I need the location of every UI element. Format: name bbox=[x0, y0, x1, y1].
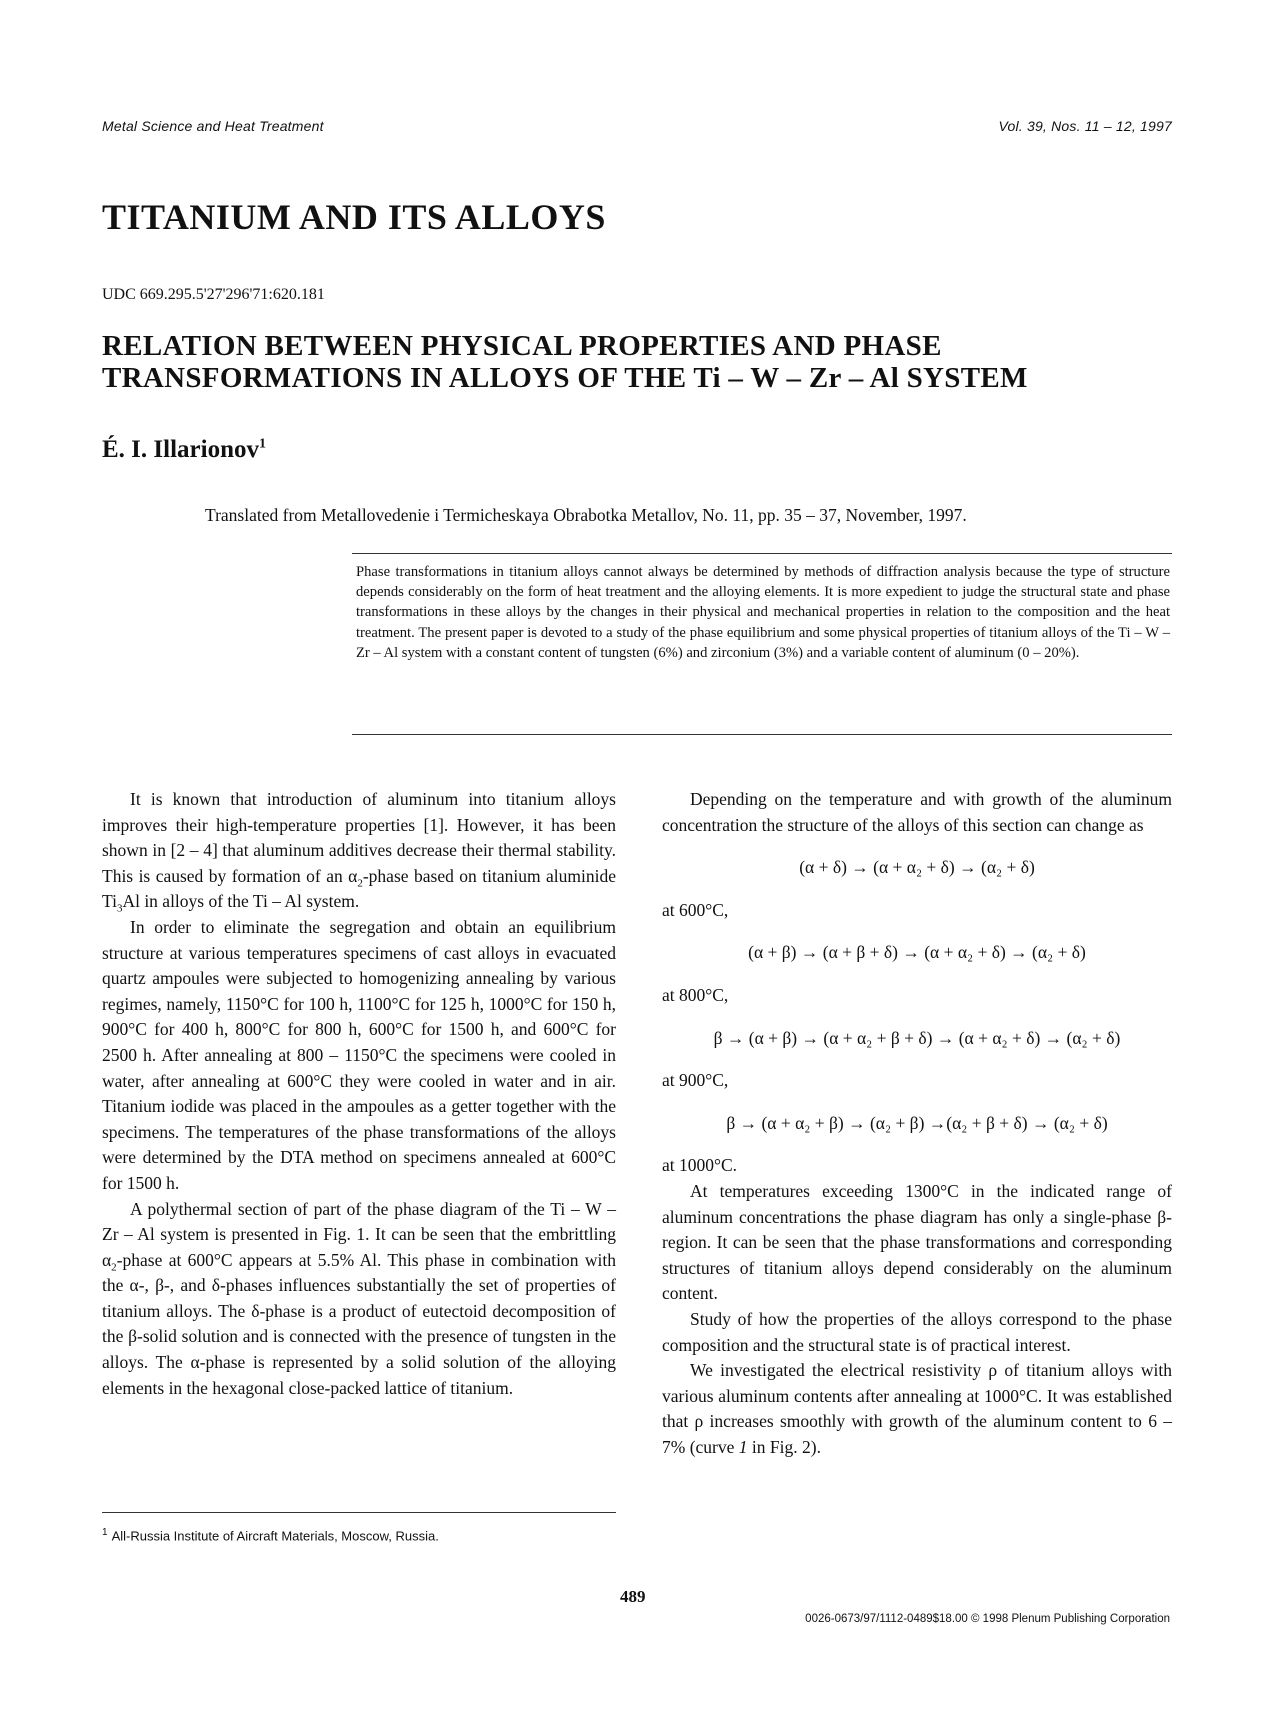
equation-1: (α + δ) → (α + α₂ + δ) → (α₂ + δ) bbox=[799, 857, 1035, 878]
left-column bbox=[102, 787, 616, 1401]
text-run: It is known that introduction of aluminum into titanium alloys improves their high-temperature properties [1]. However, it has been shown in [2 – 4] that aluminum additives decrease their thermal stability. This is caused by formation of an α bbox=[102, 789, 616, 886]
equation-1-label: at 600°C, bbox=[662, 899, 729, 920]
text-run: -phase at 600°C appears at 5.5% Al. This phase in combination with the α-, β-, and δ-phases influences substantially the set of properties of titanium alloys. The δ-phase is a product of eutectoid decomposition of the β-solid solution and is connected with the presence of tungsten in the alloys. The α-phase is represented by a solid solution of the alloying elements in the hexagonal close-packed lattice of titanium. bbox=[102, 1249, 616, 1398]
right-paragraph-2: At temperatures exceeding 1300°C in the indicated range of aluminum concentrations the phase diagram has only a single-phase β-region. It can be seen that the phase transformations and corresponding structures of titanium alloys depend considerably on the aluminum content. bbox=[662, 1180, 1172, 1304]
subscript: 2 bbox=[357, 877, 363, 890]
volume-info: Vol. 39, Nos. 11 – 12, 1997 bbox=[998, 118, 1172, 134]
paper-title-line-1: RELATION BETWEEN PHYSICAL PROPERTIES AND PHASE bbox=[102, 330, 942, 362]
equation-3: β → (α + β) → (α + α₂ + β + δ) → (α + α₂ + δ) → (α₂ + δ) bbox=[713, 1027, 1121, 1048]
author-name: É. I. Illarionov bbox=[102, 436, 259, 463]
section-title: TITANIUM AND ITS ALLOYS bbox=[102, 197, 606, 237]
subscript: 3 bbox=[116, 902, 123, 915]
abstract: Phase transformations in titanium alloys cannot always be determined by methods of diffraction analysis because the type of structure depends considerably on the form of heat treatment and the alloying elements. It is more expedient to judge the structural state and phase transformations in these alloys by the changes in their physical and mechanical properties in relation to the composition and the heat treatment. The present paper is devoted to a study of the phase equilibrium and some physical properties of titanium alloys of the Ti – W – Zr – Al system with a constant content of tungsten (6%) and zirconium (3%) and a variable content of aluminum (0 – 20%). bbox=[356, 564, 1170, 661]
right-paragraph-3: Study of how the properties of the alloys correspond to the phase composition and the structural state is of practical interest. bbox=[662, 1308, 1172, 1355]
paper-title-line-2: TRANSFORMATIONS IN ALLOYS OF THE Ti – W – Zr – Al SYSTEM bbox=[102, 362, 1028, 394]
abstract-top-rule bbox=[352, 553, 1172, 554]
equation-3-label: at 900°C, bbox=[662, 1070, 729, 1091]
abstract-bottom-rule bbox=[352, 734, 1172, 735]
right-paragraph-1: Depending on the temperature and with growth of the aluminum concentration the structure of the alloys of this section can change as bbox=[662, 789, 1172, 835]
translation-note: Translated from Metallovedenie i Termicheskaya Obrabotka Metallov, No. 11, pp. 35 – 37, November, 1997. bbox=[205, 505, 967, 525]
udc-code: UDC 669.295.5'27'296'71:620.181 bbox=[102, 286, 325, 303]
journal-name: Metal Science and Heat Treatment bbox=[102, 118, 324, 134]
footnote-mark: 1 bbox=[102, 1527, 108, 1538]
curve-number: 1 bbox=[738, 1436, 748, 1457]
paper-title bbox=[102, 330, 1102, 394]
author-footnote-mark: 1 bbox=[258, 436, 266, 452]
right-column bbox=[662, 787, 1172, 1460]
left-paragraph-2: In order to eliminate the segregation and obtain an equilibrium structure at various temperatures specimens of cast alloys in evacuated quartz ampoules were subjected to homogenizing annealing by various regimes, namely, 1150°C for 100 h, 1100°C for 125 h, 1000°C for 150 h, 900°C for 400 h, 800°C for 800 h, 600°C for 1500 h, and 600°C for 2500 h. After annealing at 800 – 1150°C the specimens were cooled in water, after annealing at 600°C they were cooled in water and in air. Titanium iodide was placed in the ampoules as a getter together with the specimens. The temperatures of the phase transformations of the alloys were determined by the DTA method on specimens annealed at 600°C for 1500 h. bbox=[102, 916, 616, 1193]
text-run: We investigated the electrical resistivity ρ of titanium alloys with various aluminum contents after annealing at 1000°C. It was established that ρ increases smoothly with growth of the aluminum content to 6 – 7% (curve bbox=[662, 1360, 1172, 1457]
equation-2-label: at 800°C, bbox=[662, 984, 729, 1005]
equation-4: β → (α + α₂ + β) → (α₂ + β) →(α₂ + β + δ) → (α₂ + δ) bbox=[726, 1112, 1108, 1133]
text-run: A polythermal section of part of the phase diagram of the Ti – W – Zr – Al system is presented in Fig. 1. It can be seen that the embrittling α bbox=[102, 1198, 616, 1270]
copyright-line: 0026-0673/97/1112-0489$18.00 © 1998 Plenum Publishing Corporation bbox=[805, 1613, 1170, 1625]
author bbox=[102, 436, 266, 464]
page-number: 489 bbox=[620, 1587, 646, 1606]
equation-2: (α + β) → (α + β + δ) → (α + α₂ + δ) → (α₂ + δ) bbox=[748, 942, 1086, 963]
right-paragraph-4 bbox=[662, 1358, 1172, 1460]
text-run: in Fig. 2). bbox=[747, 1436, 821, 1457]
equation-4-label: at 1000°C. bbox=[662, 1155, 738, 1176]
footnote bbox=[102, 1527, 439, 1543]
text-run: Al in alloys of the Ti – Al system. bbox=[122, 891, 360, 912]
footnote-text: All-Russia Institute of Aircraft Materials, Moscow, Russia. bbox=[111, 1528, 439, 1544]
left-paragraph-1 bbox=[102, 787, 616, 915]
subscript: 2 bbox=[111, 1261, 117, 1274]
footnote-rule bbox=[102, 1512, 616, 1513]
text-run: -phase based on titanium aluminide Ti bbox=[102, 865, 617, 912]
left-paragraph-3 bbox=[102, 1197, 616, 1402]
